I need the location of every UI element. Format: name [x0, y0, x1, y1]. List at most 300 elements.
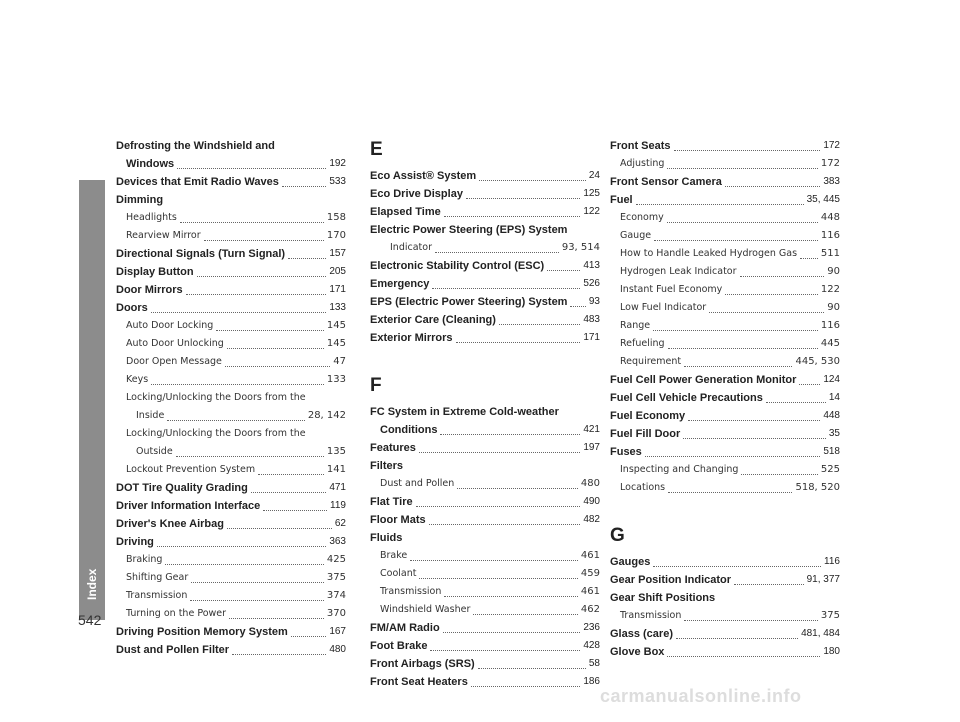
- index-entry: [610, 371, 840, 389]
- leader-dots: [410, 560, 578, 561]
- index-entry-text: Requirement: [620, 356, 682, 367]
- index-entry-text: Flat Tire: [370, 496, 413, 508]
- index-entry: [370, 329, 600, 347]
- index-entry-text: Emergency: [370, 278, 430, 290]
- leader-dots: [429, 524, 581, 525]
- index-entry-text: Economy: [620, 212, 664, 223]
- index-page-reference: 421: [583, 424, 600, 435]
- index-subentry: [610, 335, 840, 353]
- index-entry-text: Front Seats: [610, 140, 671, 152]
- index-entry-text: Transmission: [126, 590, 188, 601]
- index-page-reference: 461: [580, 586, 600, 597]
- index-entry-text: Dust and Pollen Filter: [116, 644, 230, 656]
- leader-dots: [740, 276, 825, 277]
- index-entry: [370, 293, 600, 311]
- index-subentry: [116, 209, 346, 227]
- index-entry-text: Low Fuel Indicator: [620, 302, 707, 313]
- leader-dots: [191, 582, 324, 583]
- index-page-reference: 480: [580, 478, 600, 489]
- index-entry: [610, 425, 840, 443]
- leader-dots: [444, 596, 578, 597]
- leader-dots: [419, 578, 577, 579]
- index-subentry: [370, 239, 600, 257]
- index-page-reference: 383: [823, 176, 840, 187]
- index-entry: [610, 407, 840, 425]
- leader-dots: [291, 636, 327, 637]
- index-page-reference: 158: [326, 212, 346, 223]
- leader-dots: [800, 258, 818, 259]
- index-page-reference: 526: [583, 278, 600, 289]
- index-page-reference: 47: [333, 356, 346, 367]
- index-entry: [116, 299, 346, 317]
- index-entry-text: Shifting Gear: [126, 572, 189, 583]
- index-page-reference: 413: [583, 260, 600, 271]
- index-entry: [370, 439, 600, 457]
- leader-dots: [709, 312, 824, 313]
- index-subentry: [610, 245, 840, 263]
- index-page-reference: 481, 484: [801, 628, 840, 639]
- index-entry-text: Electronic Stability Control (ESC): [370, 260, 545, 272]
- index-page-reference: 518, 520: [795, 482, 840, 493]
- index-page-reference: 90: [827, 302, 840, 313]
- index-entry-text: Instant Fuel Economy: [620, 284, 723, 295]
- leader-dots: [479, 180, 586, 181]
- index-entry: [116, 533, 346, 551]
- index-entry-text: Exterior Care (Cleaning): [370, 314, 496, 326]
- index-page-reference: 145: [326, 338, 346, 349]
- index-page-reference: 186: [583, 676, 600, 687]
- index-page-reference: 525: [820, 464, 840, 475]
- index-entry-text: Fluids: [370, 532, 403, 544]
- index-entry: [610, 643, 840, 661]
- leader-dots: [547, 270, 580, 271]
- leader-dots: [499, 324, 580, 325]
- index-entry: [116, 641, 346, 659]
- leader-dots: [570, 306, 585, 307]
- leader-dots: [683, 438, 826, 439]
- index-section-letter: F: [370, 375, 382, 396]
- index-entry-text: Fuel: [610, 194, 633, 206]
- index-entry-text: Locking/Unlocking the Doors from the: [126, 428, 306, 439]
- index-entry-text: Locking/Unlocking the Doors from the: [126, 392, 306, 403]
- index-entry: [610, 389, 840, 407]
- index-page-reference: 167: [329, 626, 346, 637]
- index-page-reference: 58: [588, 658, 600, 669]
- index-entry-text: Fuel Cell Vehicle Precautions: [610, 392, 763, 404]
- index-entry-text: Fuel Cell Power Generation Monitor: [610, 374, 797, 386]
- leader-dots: [645, 456, 821, 457]
- index-page-reference: 197: [583, 442, 600, 453]
- index-entry-text: Filters: [370, 460, 404, 472]
- index-entry: [370, 403, 600, 421]
- index-page-reference: 125: [583, 188, 600, 199]
- index-page-reference: 462: [580, 604, 600, 615]
- index-subentry: [610, 317, 840, 335]
- leader-dots: [432, 288, 580, 289]
- index-page-reference: 171: [583, 332, 600, 343]
- leader-dots: [430, 650, 580, 651]
- index-subentry: [610, 461, 840, 479]
- index-entry: [370, 185, 600, 203]
- index-entry-text: Refueling: [620, 338, 665, 349]
- page-number: 542: [78, 612, 102, 628]
- index-page-reference: 122: [820, 284, 840, 295]
- index-page-reference: 445: [820, 338, 840, 349]
- index-subentry: [116, 461, 346, 479]
- index-page-reference: 133: [329, 302, 346, 313]
- index-page-reference: 157: [329, 248, 346, 259]
- index-entry-text: Front Airbags (SRS): [370, 658, 475, 670]
- index-entry-text: Display Button: [116, 266, 194, 278]
- index-entry-text: Indicator: [390, 242, 432, 253]
- leader-dots: [227, 348, 324, 349]
- index-entry: [610, 571, 840, 589]
- index-page-reference: 24: [588, 170, 600, 181]
- index-page-reference: 93: [588, 296, 600, 307]
- index-entry-text: Dimming: [116, 194, 164, 206]
- leader-dots: [473, 614, 578, 615]
- index-section-letter: E: [370, 139, 383, 160]
- leader-dots: [190, 600, 324, 601]
- index-entry-text: Auto Door Locking: [126, 320, 214, 331]
- index-entry-text: FC System in Extreme Cold-weather: [370, 406, 559, 418]
- index-entry: [370, 311, 600, 329]
- index-subentry: [116, 587, 346, 605]
- leader-dots: [186, 294, 327, 295]
- index-entry: [610, 137, 840, 155]
- index-page-reference: 116: [820, 230, 840, 241]
- leader-dots: [684, 366, 792, 367]
- index-page-reference: 370: [326, 608, 346, 619]
- index-page-reference: 205: [329, 266, 346, 277]
- index-column-1: [116, 137, 346, 659]
- index-subentry: [116, 371, 346, 389]
- index-subentry: [610, 155, 840, 173]
- index-page-reference: 459: [580, 568, 600, 579]
- leader-dots: [667, 168, 818, 169]
- index-subentry: [116, 569, 346, 587]
- index-entry-text: Keys: [126, 374, 149, 385]
- index-page-reference: 170: [326, 230, 346, 241]
- index-page-reference: 236: [583, 622, 600, 633]
- leader-dots: [725, 294, 818, 295]
- leader-dots: [741, 474, 817, 475]
- index-entry-text: Transmission: [380, 586, 442, 597]
- index-entry: [116, 281, 346, 299]
- leader-dots: [653, 566, 821, 567]
- leader-dots: [676, 638, 798, 639]
- index-page-reference: 445, 530: [795, 356, 840, 367]
- section-gap: [610, 497, 840, 523]
- index-entry-text: Rearview Mirror: [126, 230, 201, 241]
- index-subentry: [370, 565, 600, 583]
- index-entry-text: Outside: [136, 446, 173, 457]
- index-entry-text: Door Open Message: [126, 356, 222, 367]
- leader-dots: [282, 186, 326, 187]
- index-entry: [370, 529, 600, 547]
- index-entry-text: Coolant: [380, 568, 417, 579]
- index-entry-text: Driving Position Memory System: [116, 626, 288, 638]
- index-entry-text: Inspecting and Changing: [620, 464, 739, 475]
- index-subentry: [370, 583, 600, 601]
- index-tab-label: Index: [85, 568, 99, 600]
- index-entry: [370, 221, 600, 239]
- index-entry-text: Directional Signals (Turn Signal): [116, 248, 286, 260]
- index-entry-text: Adjusting: [620, 158, 665, 169]
- index-entry-text: DOT Tire Quality Grading: [116, 482, 248, 494]
- index-page-reference: 533: [329, 176, 346, 187]
- index-entry-text: Gauges: [610, 556, 651, 568]
- index-page-reference: 480: [329, 644, 346, 655]
- index-entry: [370, 167, 600, 185]
- index-entry: [116, 191, 346, 209]
- leader-dots: [167, 420, 305, 421]
- index-entry-text: Fuel Economy: [610, 410, 686, 422]
- index-entry: [370, 655, 600, 673]
- index-entry-text: Electric Power Steering (EPS) System: [370, 224, 568, 236]
- index-page-reference: 375: [820, 610, 840, 621]
- index-page-reference: 490: [583, 496, 600, 507]
- leader-dots: [444, 216, 581, 217]
- index-page-reference: 135: [326, 446, 346, 457]
- index-entry: [610, 553, 840, 571]
- index-subentry: [610, 227, 840, 245]
- index-page-reference: 28, 142: [307, 410, 346, 421]
- index-page-reference: 518: [823, 446, 840, 457]
- index-entry: [116, 263, 346, 281]
- index-entry: [610, 173, 840, 191]
- index-page-reference: 62: [334, 518, 346, 529]
- index-entry-text: Range: [620, 320, 651, 331]
- leader-dots: [654, 240, 818, 241]
- index-page-reference: 428: [583, 640, 600, 651]
- index-entry: [610, 589, 840, 607]
- index-entry: [116, 479, 346, 497]
- index-page-reference: 425: [326, 554, 346, 565]
- index-entry-text: How to Handle Leaked Hydrogen Gas: [620, 248, 798, 259]
- leader-dots: [258, 474, 324, 475]
- index-subentry: [610, 209, 840, 227]
- section-gap: [370, 347, 600, 373]
- index-page-reference: 482: [583, 514, 600, 525]
- index-subentry: [116, 335, 346, 353]
- index-entry: [610, 443, 840, 461]
- index-entry-text: Exterior Mirrors: [370, 332, 453, 344]
- index-entry-text: Eco Drive Display: [370, 188, 463, 200]
- leader-dots: [165, 564, 323, 565]
- index-entry: [370, 257, 600, 275]
- index-entry: [116, 245, 346, 263]
- leader-dots: [668, 348, 818, 349]
- index-entry: [116, 155, 346, 173]
- index-subentry: [116, 605, 346, 623]
- index-page-reference: 375: [326, 572, 346, 583]
- leader-dots: [443, 632, 581, 633]
- leader-dots: [227, 528, 332, 529]
- index-entry: [116, 515, 346, 533]
- index-entry-text: Doors: [116, 302, 148, 314]
- index-entry: [116, 137, 346, 155]
- index-subentry: [370, 601, 600, 619]
- index-column-3: [610, 137, 840, 661]
- index-entry: [370, 203, 600, 221]
- index-entry-text: Door Mirrors: [116, 284, 183, 296]
- index-page-reference: 461: [580, 550, 600, 561]
- leader-dots: [151, 384, 324, 385]
- index-entry: [370, 637, 600, 655]
- index-entry-text: Gauge: [620, 230, 652, 241]
- leader-dots: [478, 668, 586, 669]
- index-entry-text: Foot Brake: [370, 640, 428, 652]
- leader-dots: [440, 434, 580, 435]
- index-entry-text: Floor Mats: [370, 514, 426, 526]
- index-subentry: [370, 475, 600, 493]
- index-entry-text: Eco Assist® System: [370, 170, 477, 182]
- index-page-reference: 90: [827, 266, 840, 277]
- leader-dots: [225, 366, 330, 367]
- leader-dots: [799, 384, 820, 385]
- index-page-reference: 133: [326, 374, 346, 385]
- index-subentry: [116, 425, 346, 443]
- index-page-reference: 122: [583, 206, 600, 217]
- index-entry: [610, 191, 840, 209]
- index-subentry: [116, 353, 346, 371]
- index-entry-text: Hydrogen Leak Indicator: [620, 266, 737, 277]
- index-entry-text: Headlights: [126, 212, 177, 223]
- index-page-reference: 363: [329, 536, 346, 547]
- index-page-reference: 116: [820, 320, 840, 331]
- index-page-reference: 124: [823, 374, 840, 385]
- leader-dots: [232, 654, 326, 655]
- index-subentry: [116, 443, 346, 461]
- leader-dots: [667, 656, 820, 657]
- leader-dots: [684, 620, 818, 621]
- leader-dots: [416, 506, 581, 507]
- index-entry-text: Driving: [116, 536, 154, 548]
- leader-dots: [636, 204, 804, 205]
- leader-dots: [197, 276, 327, 277]
- index-entry-text: Transmission: [620, 610, 682, 621]
- index-page-reference: 448: [820, 212, 840, 223]
- leader-dots: [471, 686, 581, 687]
- index-page-reference: 91, 377: [806, 574, 840, 585]
- index-page-reference: 172: [823, 140, 840, 151]
- index-entry-text: Windows: [126, 158, 175, 170]
- leader-dots: [263, 510, 327, 511]
- index-column-2: [370, 137, 600, 691]
- leader-dots: [466, 198, 580, 199]
- index-page-reference: 141: [326, 464, 346, 475]
- index-page-reference: 192: [329, 158, 346, 169]
- leader-dots: [435, 252, 559, 253]
- leader-dots: [157, 546, 326, 547]
- index-page-reference: 180: [823, 646, 840, 657]
- index-entry: [610, 625, 840, 643]
- index-subentry: [116, 317, 346, 335]
- leader-dots: [766, 402, 826, 403]
- index-entry-text: Front Seat Heaters: [370, 676, 468, 688]
- leader-dots: [457, 488, 578, 489]
- index-entry-text: Inside: [136, 410, 165, 421]
- index-subentry: [610, 353, 840, 371]
- leader-dots: [229, 618, 324, 619]
- index-page-reference: 116: [824, 556, 840, 567]
- index-entry-text: Lockout Prevention System: [126, 464, 256, 475]
- index-entry: [370, 673, 600, 691]
- index-subentry: [116, 407, 346, 425]
- index-subentry: [370, 547, 600, 565]
- index-entry: [370, 457, 600, 475]
- index-entry-text: Locations: [620, 482, 666, 493]
- index-page-reference: 374: [326, 590, 346, 601]
- leader-dots: [151, 312, 327, 313]
- index-subentry: [116, 551, 346, 569]
- index-entry-text: Auto Door Unlocking: [126, 338, 224, 349]
- leader-dots: [251, 492, 326, 493]
- index-page-reference: 483: [583, 314, 600, 325]
- index-entry-text: Brake: [380, 550, 408, 561]
- index-page-reference: 119: [330, 500, 346, 511]
- index-entry-text: Driver's Knee Airbag: [116, 518, 224, 530]
- index-entry-text: Windshield Washer: [380, 604, 471, 615]
- index-subentry: [610, 263, 840, 281]
- index-entry-text: Fuses: [610, 446, 642, 458]
- index-page-reference: 171: [329, 284, 346, 295]
- index-subentry: [610, 479, 840, 497]
- index-page-reference: 14: [828, 392, 840, 403]
- index-page-reference: 35, 445: [806, 194, 840, 205]
- index-entry-text: Dust and Pollen: [380, 478, 455, 489]
- index-entry: [370, 275, 600, 293]
- index-page-reference: 93, 514: [561, 242, 600, 253]
- index-entry-text: Features: [370, 442, 416, 454]
- index-subentry: [116, 227, 346, 245]
- index-entry-text: Braking: [126, 554, 163, 565]
- leader-dots: [674, 150, 821, 151]
- index-page-reference: 172: [820, 158, 840, 169]
- index-page-reference: 511: [820, 248, 840, 259]
- leader-dots: [734, 584, 804, 585]
- index-page-reference: 471: [329, 482, 346, 493]
- index-entry-text: Glass (care): [610, 628, 673, 640]
- leader-dots: [177, 168, 326, 169]
- index-entry-text: Front Sensor Camera: [610, 176, 722, 188]
- index-subentry: [610, 607, 840, 625]
- leader-dots: [180, 222, 324, 223]
- index-entry: [116, 497, 346, 515]
- leader-dots: [176, 456, 324, 457]
- watermark: carmanualsonline.info: [600, 686, 802, 706]
- index-entry-text: Devices that Emit Radio Waves: [116, 176, 279, 188]
- index-entry: [370, 619, 600, 637]
- index-entry-text: FM/AM Radio: [370, 622, 440, 634]
- index-entry-text: Gear Shift Positions: [610, 592, 716, 604]
- leader-dots: [456, 342, 581, 343]
- leader-dots: [653, 330, 818, 331]
- leader-dots: [668, 492, 792, 493]
- index-entry-text: Turning on the Power: [126, 608, 227, 619]
- index-entry: [116, 623, 346, 641]
- index-entry: [370, 421, 600, 439]
- index-page-reference: 35: [828, 428, 840, 439]
- leader-dots: [216, 330, 324, 331]
- leader-dots: [419, 452, 580, 453]
- index-section-letter: G: [610, 525, 625, 546]
- index-entry-text: Elapsed Time: [370, 206, 441, 218]
- index-entry: [370, 493, 600, 511]
- index-entry-text: Defrosting the Windshield and: [116, 140, 275, 152]
- index-entry-text: Conditions: [380, 424, 438, 436]
